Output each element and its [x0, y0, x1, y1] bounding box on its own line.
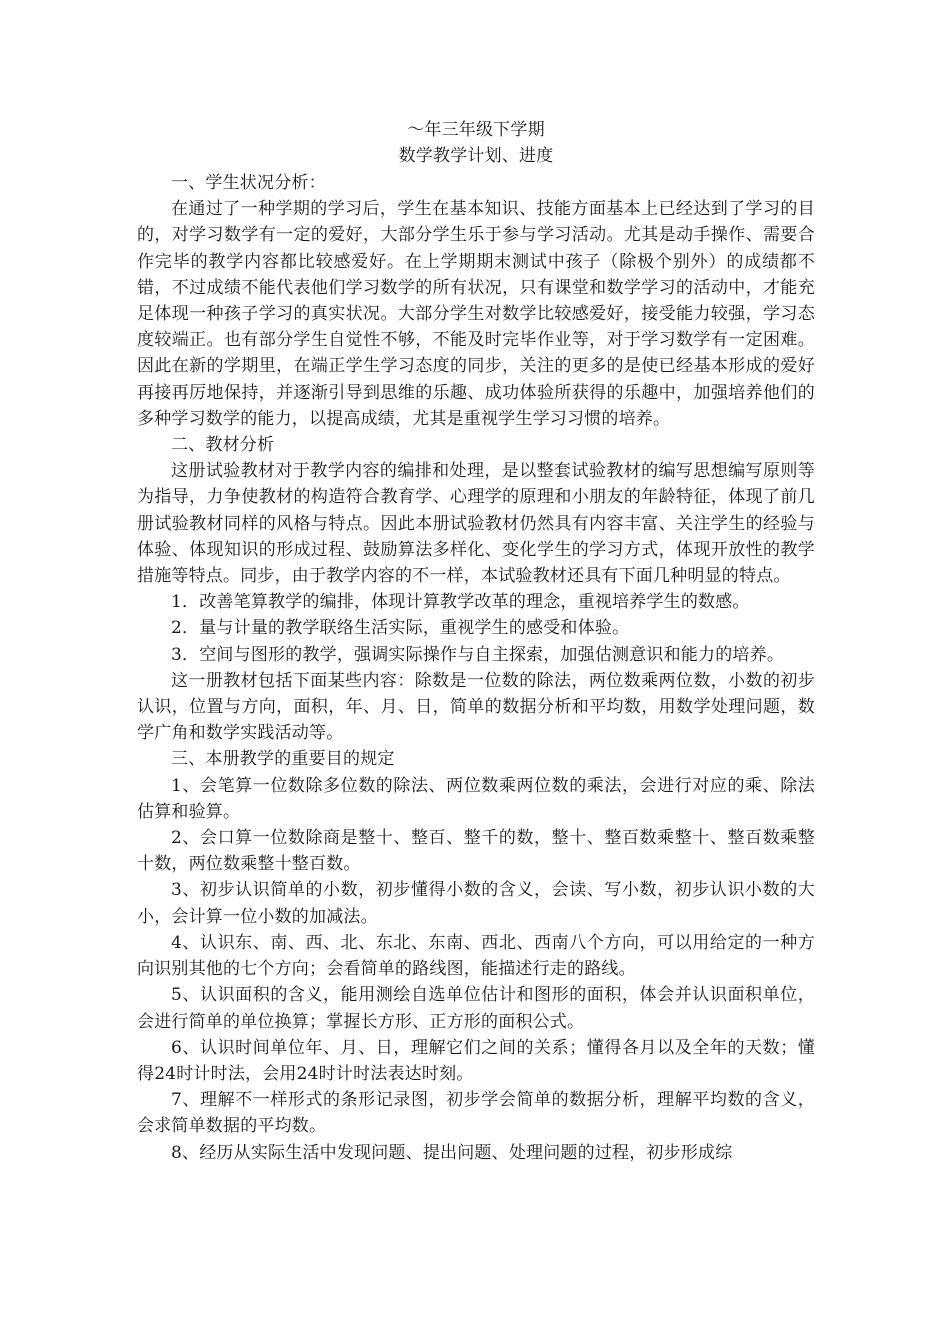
- document-title: ～年三年级下学期: [407, 120, 545, 140]
- list-item: 4、认识东、南、西、北、东北、东南、西北、西南八个方向，可以用给定的一种方向识别其他的七个方向；会看简单的路线图，能描述行走的路线。: [137, 932, 815, 980]
- list-item: 2、会口算一位数除商是整十、整百、整千的数，整十、整百数乘整十、整百数乘整十数，两位数乘整十整百数。: [137, 828, 815, 875]
- section-heading-teaching-goals: 三、本册教学的重要目的规定: [171, 749, 395, 770]
- list-item: 3、初步认识简单的小数，初步懂得小数的含义，会读、写小数，初步认识小数的大小，会计算一位小数的加减法。: [137, 880, 815, 927]
- section-heading-student-analysis: 一、学生状况分析：: [171, 173, 326, 193]
- document-subtitle: 数学教学计划、进度: [398, 146, 554, 166]
- list-item: 2．量与计量的教学联络生活实际，重视学生的感受和体验。: [171, 618, 630, 639]
- list-item: 5、认识面积的含义，能用测绘自选单位估计和图形的面积，体会并认识面积单位，会进行简单的单位换算；掌握长方形、正方形的面积公式。: [137, 985, 815, 1032]
- list-item: 1、会笔算一位数除多位数的除法、两位数乘两位数的乘法，会进行对应的乘、除法估算和验算。: [137, 775, 815, 822]
- section-heading-textbook-analysis: 二、教材分析: [171, 435, 275, 456]
- list-item: 8、经历从实际生活中发现问题、提出问题、处理问题的过程，初步形成综: [171, 1142, 733, 1163]
- list-item: 7、理解不一样形式的条形记录图，初步学会简单的数据分析，理解平均数的含义，会求简单数据的平均数。: [137, 1090, 815, 1137]
- list-item: 3．空间与图形的教学，强调实际操作与自主探索，加强估测意识和能力的培养。: [171, 644, 785, 665]
- paragraph: 这一册教材包括下面某些内容：除数是一位数的除法，两位数乘两位数，小数的初步认识，位置与方向，面积，年、月、日，简单的数据分析和平均数，用数学处理问题，数学广角和数学实践活动等。: [137, 670, 815, 744]
- list-item: 6、认识时间单位年、月、日，理解它们之间的关系；懂得各月以及全年的天数；懂得24时计时法，会用24时计时法表达时刻。: [137, 1037, 815, 1084]
- list-item: 1．改善笔算教学的编排，体现计算教学改革的理念，重视培养学生的数感。: [171, 592, 750, 613]
- document-body: [137, 117, 815, 1166]
- paragraph: 这册试验教材对于教学内容的编排和处理，是以整套试验教材的编写思想编写原则等为指导，力争使教材的构造符合教育学、心理学的原理和小朋友的年龄特征，体现了前几册试验教材同样的风格与特点。因此本册试验教材仍然具有内容丰富、关注学生的经验与体验、体现知识的形成过程、鼓励算法多样化、变化学生的学习方式，体现开放性的教学措施等特点。同步，由于教学内容的不一样，本试验教材还具有下面几种明显的特点。: [137, 461, 815, 587]
- paragraph: 在通过了一种学期的学习后，学生在基本知识、技能方面基本上已经达到了学习的目的，对学习数学有一定的爱好，大部分学生乐于参与学习活动。尤其是动手操作、需要合作完毕的教学内容都比较感爱好。在上学期期末测试中孩子（除极个别外）的成绩都不错，不过成绩不能代表他们学习数学的所有状况，只有课堂和数学学习的活动中，才能充足体现一种孩子学习的真实状况。大部分学生对数学比较感爱好，接受能力较强，学习态度较端正。也有部分学生自觉性不够，不能及时完毕作业等，对于学习数学有一定困难。因此在新的学期里，在端正学生学习态度的同步，关注的更多的是使已经基本形成的爱好再接再厉地保持，并逐渐引导到思维的乐趣、成功体验所获得的乐趣中，加强培养他们的多种学习数学的能力，以提高成绩，尤其是重视学生学习习惯的培养。: [137, 199, 815, 429]
